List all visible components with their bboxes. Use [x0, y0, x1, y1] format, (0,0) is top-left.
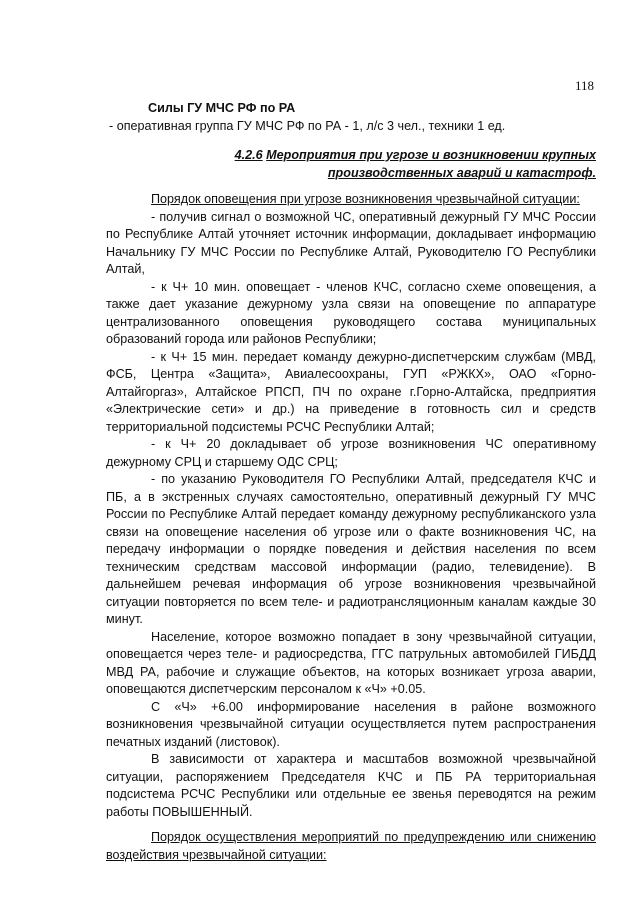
paragraph: - к Ч+ 15 мин. передает команду дежурно-диспетчерским службам (МВД, ФСБ, Центра «Защита», Авиалесоохраны, ГУП «РЖКХ», ОАО «Горно-Алтайгоргаз», Алтайское РПСП, ПЧ по охране г.Горно-Алтайска, предприятия «Электрические сети» и др.) на приведение в готовность сил и средств территориальной подсистемы РСЧС Республики Алтай;	[106, 349, 596, 434]
paragraph: - к Ч+ 20 докладывает об угрозе возникновения ЧС оперативному дежурному СРЦ и старшему ОДС СРЦ;	[106, 437, 596, 469]
forces-item: - оперативная группа ГУ МЧС РФ по РА - 1, л/с 3 чел., техники 1 ед.	[109, 118, 506, 133]
paragraph: - получив сигнал о возможной ЧС, оперативный дежурный ГУ МЧС России по Республике Алтай уточняет источник информации, докладывает информацию Начальнику ГУ МЧС России по Республике Алтай, Руководителю ГО Республики Алтай,	[106, 209, 596, 276]
page-number: 118	[574, 78, 594, 93]
section-number: 4.2.6	[234, 148, 263, 162]
paragraph: - по указанию Руководителя ГО Республики Алтай, председателя КЧС и ПБ, а в экстренных случаях самостоятельно, оперативный дежурный ГУ МЧС России по Республике Алтай передает команду дежурному республиканского узла связи на оповещение населения об угрозе или о факте возникновения ЧС, на передачу информации о порядке поведения и действия населения по всем техническим средствам массовой информации (радио, телевидение). В дальнейшем речевая информация об угрозе возникновения чрезвычайной ситуации повторяется по всем теле- и радиотрансляционным каналам каждые 30 минут.	[106, 472, 596, 626]
forces-title: Силы ГУ МЧС РФ по РА	[148, 101, 296, 115]
notification-heading: Порядок оповещения при угрозе возникновения чрезвычайной ситуации:	[151, 192, 580, 206]
paragraph: С «Ч» +6.00 информирование населения в районе возможного возникновения чрезвычайной ситуации осуществляется путем распространения печатных изданий (листовок).	[106, 699, 596, 749]
section-title: Мероприятия при угрозе и возникновении крупных производственных аварий и катастроф.	[266, 148, 596, 180]
paragraph: В зависимости от характера и масштабов возможной чрезвычайной ситуации, распоряжением Председателя КЧС и ПБ РА территориальная подсистема РСЧС Республики или отдельные ее звенья переводятся на режим работы ПОВЫШЕННЫЙ.	[106, 752, 596, 819]
paragraph: Население, которое возможно попадает в зону чрезвычайной ситуации, оповещается через теле- и радиосредства, ГГС патрульных автомобилей ГИБДД МВД РА, рабочие и служащие объектов, на которых возникает угроза аварии, оповещаются диспетчерским персоналом к «Ч» +0.05.	[106, 629, 596, 696]
measures-heading: Порядок осуществления мероприятий по предупреждению или снижению воздействия чрезвычайной ситуации:	[106, 830, 596, 862]
section-heading	[106, 147, 596, 182]
paragraph: - к Ч+ 10 мин. оповещает - членов КЧС, согласно схеме оповещения, а также дает указание дежурному узла связи на оповещение по аппаратуре централизованного оповещения руководящего состава муниципальных образований города или районов Республики;	[106, 279, 596, 346]
document-body	[106, 100, 596, 864]
